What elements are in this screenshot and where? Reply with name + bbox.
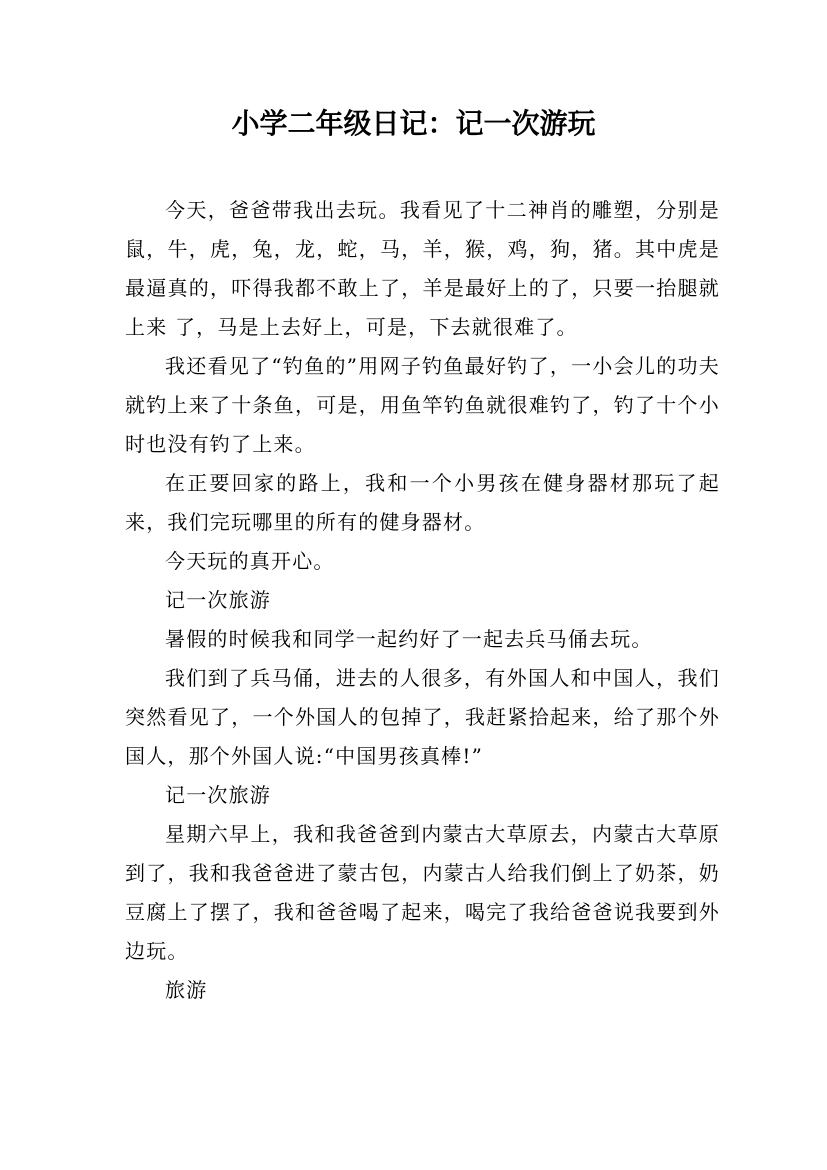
section-heading-trip-2: 记一次旅游: [165, 783, 271, 807]
section-heading-trip-1: 记一次旅游: [165, 588, 271, 612]
paragraph-inner-mongolia: 星期六早上，我和我爸爸到内蒙古大草原去，内蒙古大草原到了，我和我爸爸进了蒙古包，内蒙古人给我们倒上了奶茶，奶豆腐上了摆了，我和爸爸喝了起来，喝完了我给爸爸说我要到外边玩。: [125, 822, 720, 963]
document-title: 小学二年级日记：记一次游玩: [231, 107, 596, 140]
paragraph-happy-day: 今天玩的真开心。: [165, 549, 335, 573]
paragraph-terracotta-warriors: 我们到了兵马俑，进去的人很多，有外国人和中国人，我们突然看见了，一个外国人的包掉了，我赶紧拾起来，给了那个外国人，那个外国人说:“中国男孩真棒!”: [125, 666, 720, 768]
document-body: [125, 191, 720, 1010]
paragraph-fitness-equipment: 在正要回家的路上，我和一个小男孩在健身器材那玩了起来，我们完玩哪里的所有的健身器材。: [125, 471, 720, 534]
section-heading-travel: 旅游: [165, 978, 208, 1002]
paragraph-summer-plan: 暑假的时候我和同学一起约好了一起去兵马俑去玩。: [165, 627, 653, 651]
paragraph-fishing: 我还看见了“钓鱼的”用网子钓鱼最好钓了，一小会儿的功夫就钓上来了十条鱼，可是，用鱼竿钓鱼就很难钓了，钓了十个小时也没有钓了上来。: [125, 354, 720, 456]
paragraph-outing-intro: 今天，爸爸带我出去玩。我看见了十二神肖的雕塑，分别是鼠，牛，虎，兔，龙，蛇，马，羊，猴，鸡，狗，猪。其中虎是最逼真的，吓得我都不敢上了，羊是最好上的了，只要一抬腿就上来 了，马是上去好上，可是，下去就很难了。: [125, 198, 720, 339]
